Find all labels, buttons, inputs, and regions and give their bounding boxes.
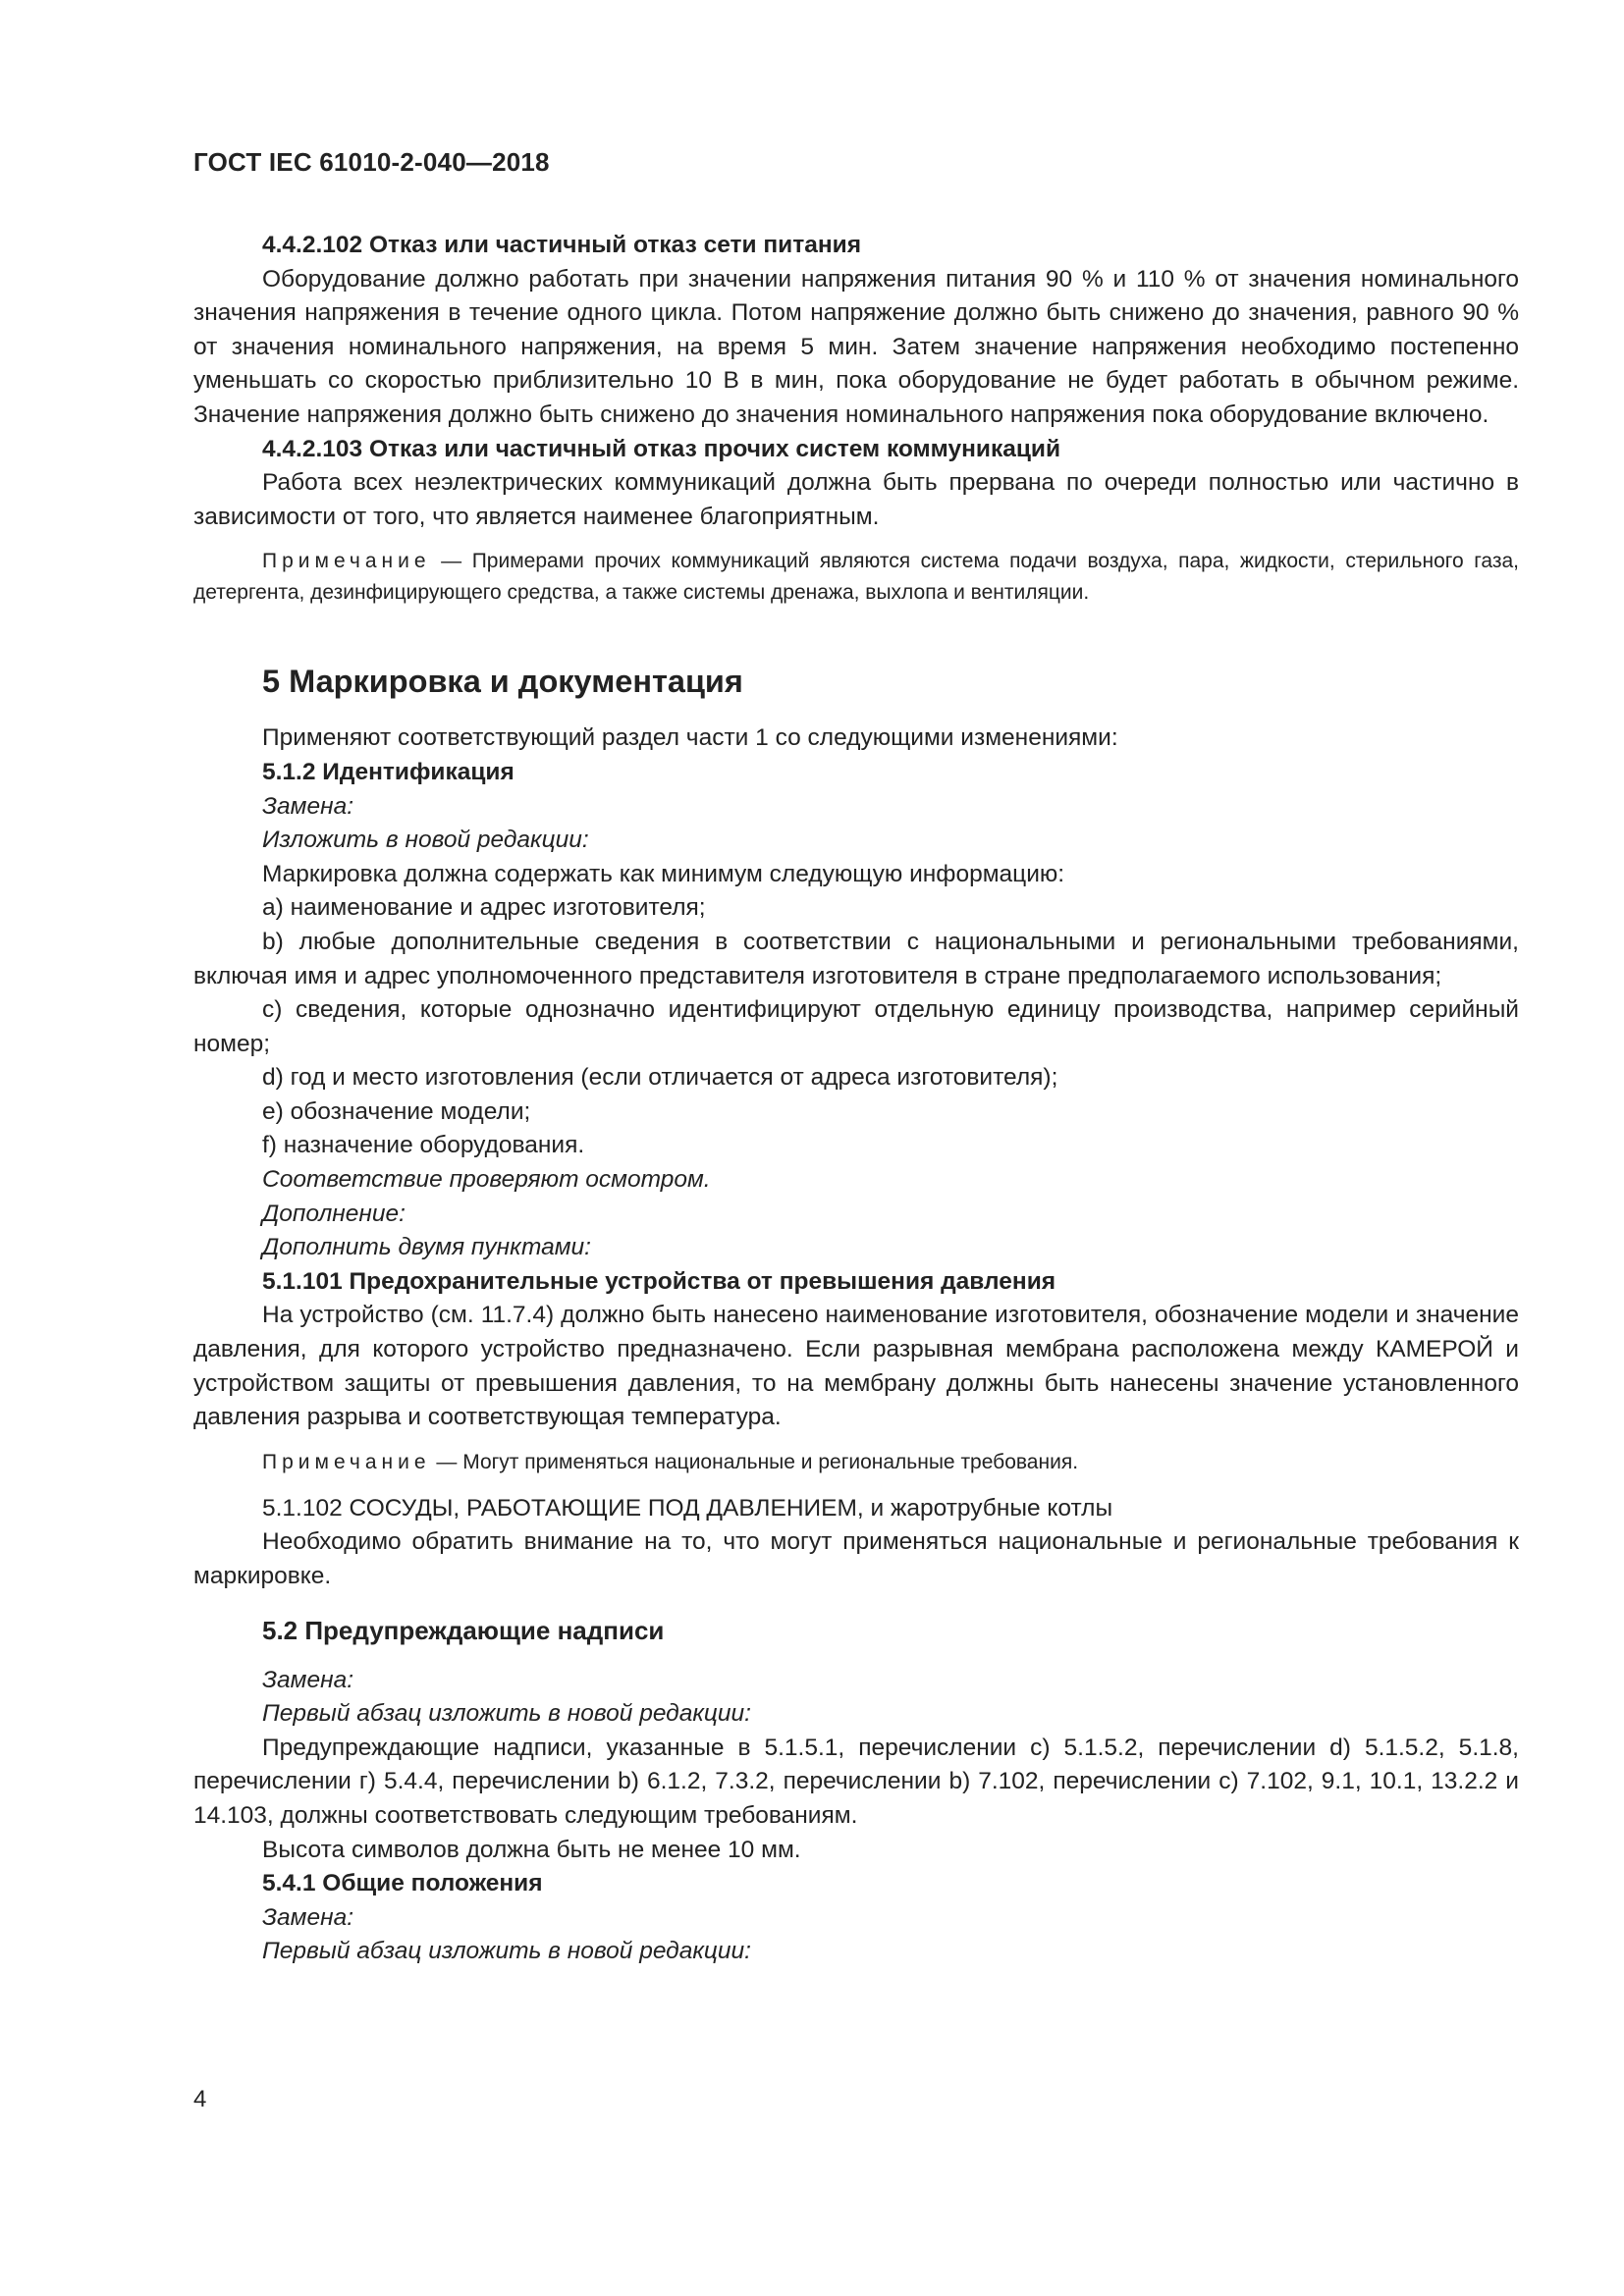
- note-4-4-2-103: [193, 546, 1519, 609]
- document-code-header: ГОСТ IEC 61010-2-040—2018: [193, 147, 550, 177]
- list-item-a: a) наименование и адрес изготовителя;: [262, 894, 706, 922]
- list-item-d: d) год и место изготовления (если отличается от адреса изготовителя);: [262, 1064, 1058, 1092]
- clause-5-1-2-conformity: Соответствие проверяют осмотром.: [262, 1166, 711, 1194]
- clause-5-1-2-addition: Дополнение:: [262, 1200, 406, 1227]
- section-5-heading: 5 Маркировка и документация: [262, 664, 743, 700]
- clause-5-4-1-title: 5.4.1 Общие положения: [262, 1870, 543, 1897]
- clause-4-4-2-102-title: 4.4.2.102 Отказ или частичный отказ сети питания: [262, 232, 862, 258]
- list-item-f: f) назначение оборудования.: [262, 1132, 585, 1159]
- clause-5-2-body: Предупреждающие надписи, указанные в 5.1.5.1, перечислении c) 5.1.5.2, перечислении d) 5.1.5.2, 5.1.8, перечислении г) 5.4.4, перечислении b) 6.1.2, 7.3.2, перечислении b) 7.102, перечислении c) 7.102, 9.1, 10.1, 13.2.2 и 14.103, должны соответствовать следующим требованиям.: [193, 1734, 1519, 1829]
- clause-4-4-2-103-title: 4.4.2.103 Отказ или частичный отказ прочих систем коммуникаций: [262, 435, 1061, 462]
- page-number: 4: [193, 2086, 207, 2112]
- clause-5-1-101-title: 5.1.101 Предохранительные устройства от превышения давления: [262, 1267, 1056, 1295]
- clause-5-1-2-add-two: Дополнить двумя пунктами:: [262, 1234, 591, 1261]
- note-label: Примечание: [262, 1450, 431, 1473]
- clause-5-1-2-new-edition: Изложить в новой редакции:: [262, 827, 589, 854]
- clause-5-1-2-lead: Маркировка должна содержать как минимум следующую информацию:: [262, 860, 1065, 887]
- clause-5-2-height: Высота символов должна быть не менее 10 мм.: [262, 1836, 801, 1863]
- list-item-b: b) любые дополнительные сведения в соответствии с национальными и региональными требованиями, включая имя и адрес уполномоченного представителя изготовителя в стране предполагаемого использования;: [193, 928, 1519, 989]
- clause-5-4-1-first-para: Первый абзац изложить в новой редакции:: [262, 1938, 751, 1965]
- clause-5-2-first-para: Первый абзац изложить в новой редакции:: [262, 1700, 751, 1728]
- clause-4-4-2-102-body: Оборудование должно работать при значении напряжения питания 90 % и 110 % от значения номинального значения напряжения в течение одного цикла. Потом напряжение должно быть снижено до значения, равного 90 % от значения номинального напряжения, на время 5 мин. Затем значение напряжения необходимо постепенно уменьшать со скоростью приблизительно 10 В в мин, пока оборудование не будет работать в обычном режиме. Значение напряжения должно быть снижено до значения номинального напряжения пока оборудование включено.: [193, 265, 1519, 428]
- clause-4-4-2-103-body: Работа всех неэлектрических коммуникаций должна быть прервана по очереди полностью или частично в зависимости от того, что является наименее благоприятным.: [193, 469, 1519, 530]
- note-label: Примечание: [262, 550, 431, 573]
- list-item-e: e) обозначение модели;: [262, 1097, 531, 1125]
- list-item-c: c) сведения, которые однозначно идентифицируют отдельную единицу производства, например серийный номер;: [193, 996, 1519, 1057]
- note-text: — Могут применяться национальные и региональные требования.: [430, 1450, 1079, 1473]
- clause-5-1-2-replace: Замена:: [262, 792, 353, 820]
- note-text: — Примерами прочих коммуникаций являются система подачи воздуха, пара, жидкости, стерильного газа, детергента, дезинфицирующего средства, а также системы дренажа, выхлопа и вентиляции.: [193, 550, 1519, 605]
- clause-5-1-2-title: 5.1.2 Идентификация: [262, 758, 514, 785]
- clause-5-4-1-replace: Замена:: [262, 1903, 353, 1931]
- clause-5-1-102-body: Необходимо обратить внимание на то, что могут применяться национальные и региональные требования к маркировке.: [193, 1528, 1519, 1589]
- section-5-intro: Применяют соответствующий раздел части 1 со следующими изменениями:: [262, 724, 1118, 752]
- clause-5-2-replace: Замена:: [262, 1666, 353, 1693]
- note-5-1-101: [193, 1447, 1519, 1478]
- clause-5-1-101-body: На устройство (см. 11.7.4) должно быть нанесено наименование изготовителя, обозначение модели и значение давления, для которого устройство предназначено. Если разрывная мембрана расположена между КАМЕРОЙ и устройством защиты от превышения давления, то на мембрану должны быть нанесены значение установленного давления разрыва и соответствующая температура.: [193, 1302, 1519, 1431]
- document-page: [193, 147, 1519, 1969]
- clause-5-1-102-title: 5.1.102 СОСУДЫ, РАБОТАЮЩИЕ ПОД ДАВЛЕНИЕМ, и жаротрубные котлы: [262, 1494, 1113, 1522]
- clause-5-2-heading: 5.2 Предупреждающие надписи: [262, 1615, 665, 1645]
